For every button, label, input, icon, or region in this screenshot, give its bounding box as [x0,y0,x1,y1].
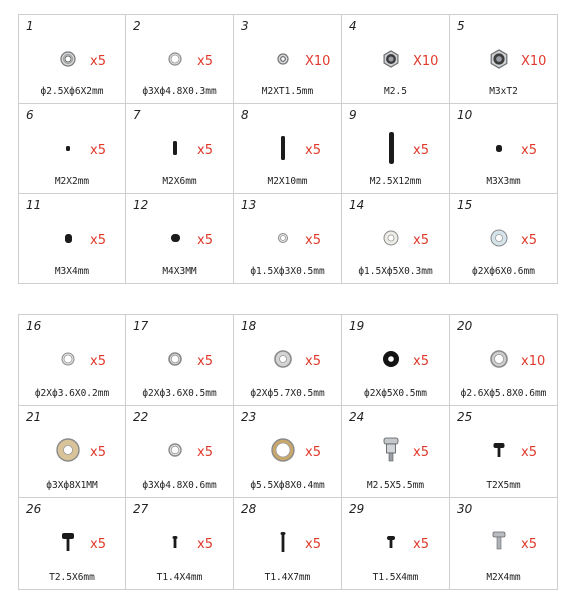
part-number: 19 [349,319,365,333]
part-spec: ф2Xф3.6X0.5mm [142,388,217,399]
quantity-label: x5 [90,354,106,369]
part-cell [342,314,450,406]
part-number: 20 [457,319,473,333]
part-spec: M2.5X12mm [369,176,422,187]
quantity-label: x5 [197,354,213,369]
part-cell [126,498,234,590]
black-screw-icon [43,520,93,564]
nut-icon [258,37,308,81]
brass-washer-icon [43,428,93,472]
part-spec: M2X4mm [486,572,521,583]
part-number: 21 [26,410,42,424]
part-spec: M2.5 [384,86,407,97]
part-number: 4 [349,19,357,33]
part-spec: ф2.6Xф5.8X0.6mm [460,388,547,399]
flat-washer-icon [258,216,308,260]
lock-nut-icon [366,37,416,81]
set-screw-icon [150,216,200,260]
part-cell [18,14,126,104]
part-cell [18,194,126,284]
set-screw-icon [366,126,416,170]
flat-washer-icon [43,337,93,381]
part-cell [126,104,234,194]
black-screw-icon [366,520,416,564]
quantity-label: x5 [305,143,321,158]
part-number: 10 [457,108,473,122]
part-number: 11 [26,198,42,212]
flat-washer-icon [474,337,524,381]
quantity-label: X10 [413,54,439,69]
part-spec: ф5.5Xф8X0.4mm [250,480,325,491]
bottom-parts-table [18,314,558,590]
part-number: 7 [133,108,141,122]
set-screw-icon [43,216,93,260]
part-cell [234,194,342,284]
part-cell [450,498,558,590]
part-spec: M2X2mm [54,176,90,187]
quantity-label: x5 [90,54,106,69]
quantity-label: x5 [90,445,106,460]
part-cell [342,14,450,104]
part-spec: M2X6mm [162,176,197,187]
part-number: 18 [241,319,257,333]
part-number: 15 [457,198,473,212]
part-number: 30 [457,502,473,516]
part-number: 9 [349,108,357,122]
part-spec: T2.5X6mm [49,572,95,583]
part-number: 13 [241,198,257,212]
part-cell [234,14,342,104]
quantity-label: x5 [521,143,537,158]
flat-washer-icon [150,37,200,81]
quantity-label: x5 [90,143,106,158]
part-number: 12 [133,198,149,212]
flat-washer-icon [474,216,524,260]
quantity-label: x5 [413,354,429,369]
part-spec: ф2Xф5X0.5mm [364,388,427,399]
part-cell [126,14,234,104]
top-parts-table [18,14,558,284]
part-number: 29 [349,502,365,516]
quantity-label: x5 [305,233,321,248]
flanged-nut-icon [43,37,93,81]
part-number: 28 [241,502,257,516]
quantity-label: x5 [305,537,321,552]
part-spec: T1.4X4mm [156,572,203,583]
set-screw-icon [258,126,308,170]
part-spec: M3X3mm [486,176,521,187]
flat-washer-icon [150,428,200,472]
quantity-label: x5 [413,445,429,460]
quantity-label: x5 [197,537,213,552]
set-screw-icon [474,126,524,170]
part-spec: ф2.5Xф6X2mm [40,86,104,97]
part-spec: T2X5mm [486,480,521,491]
part-cell [126,314,234,406]
part-number: 8 [241,108,249,122]
quantity-label: x5 [197,233,213,248]
flat-washer-icon [258,337,308,381]
part-spec: T1.4X7mm [264,572,311,583]
silver-screw-icon [474,520,524,564]
part-cell [234,104,342,194]
part-number: 24 [349,410,365,424]
flat-washer-icon [150,337,200,381]
quantity-label: x5 [197,54,213,69]
part-cell [342,104,450,194]
quantity-label: x10 [521,354,546,369]
part-cell [126,194,234,284]
part-spec: T1.5X4mm [372,572,419,583]
part-number: 23 [241,410,257,424]
quantity-label: x5 [197,143,213,158]
part-number: 26 [26,502,42,516]
part-cell [234,314,342,406]
part-cell [18,314,126,406]
part-cell [450,406,558,498]
part-cell [18,498,126,590]
quantity-label: x5 [90,537,106,552]
part-spec: ф2Xф6X0.6mm [472,266,535,277]
part-cell [342,194,450,284]
quantity-label: x5 [413,233,429,248]
part-number: 14 [349,198,365,212]
part-cell [342,498,450,590]
quantity-label: x5 [413,143,429,158]
part-number: 2 [133,19,141,33]
quantity-label: x5 [90,233,106,248]
quantity-label: X10 [521,54,547,69]
part-spec: ф3Xф4.8X0.3mm [142,86,217,97]
flat-washer-icon [366,216,416,260]
part-cell [450,314,558,406]
part-spec: M2.5X5.5mm [366,480,425,491]
quantity-label: x5 [521,537,537,552]
quantity-label: x5 [305,354,321,369]
set-screw-icon [43,126,93,170]
black-screw-icon [474,428,524,472]
black-screw-icon [150,520,200,564]
part-spec: ф2Xф5.7X0.5mm [250,388,325,399]
part-cell [18,104,126,194]
part-spec: ф2Xф3.6X0.2mm [34,388,110,399]
quantity-label: X10 [305,54,331,69]
rubber-washer-icon [366,337,416,381]
shoulder-screw-icon [366,428,416,472]
part-number: 17 [133,319,149,333]
part-cell [234,406,342,498]
part-number: 16 [26,319,42,333]
part-cell [450,194,558,284]
quantity-label: x5 [521,233,537,248]
part-number: 22 [133,410,149,424]
set-screw-icon [150,126,200,170]
part-spec: ф1.5Xф5X0.3mm [358,266,433,277]
part-number: 1 [26,19,34,33]
part-spec: ф3Xф8X1MM [46,480,98,491]
quantity-label: x5 [305,445,321,460]
part-number: 25 [457,410,473,424]
part-cell [450,104,558,194]
part-spec: M4X3MM [162,266,197,277]
part-cell [126,406,234,498]
part-number: 6 [26,108,34,122]
part-cell [18,406,126,498]
brass-washer-icon [258,428,308,472]
quantity-label: x5 [197,445,213,460]
quantity-label: x5 [521,445,537,460]
part-spec: M3xT2 [489,86,518,97]
part-number: 27 [133,502,149,516]
part-number: 5 [457,19,465,33]
part-spec: M3X4mm [54,266,90,277]
black-screw-icon [258,520,308,564]
part-number: 3 [241,19,249,33]
part-cell [234,498,342,590]
lock-nut-icon [474,37,524,81]
part-spec: ф3Xф4.8X0.6mm [142,480,217,491]
part-cell [450,14,558,104]
part-spec: M2X10mm [267,176,308,187]
part-spec: M2XT1.5mm [261,86,314,97]
part-spec: ф1.5Xф3X0.5mm [250,266,325,277]
quantity-label: x5 [413,537,429,552]
part-cell [342,406,450,498]
